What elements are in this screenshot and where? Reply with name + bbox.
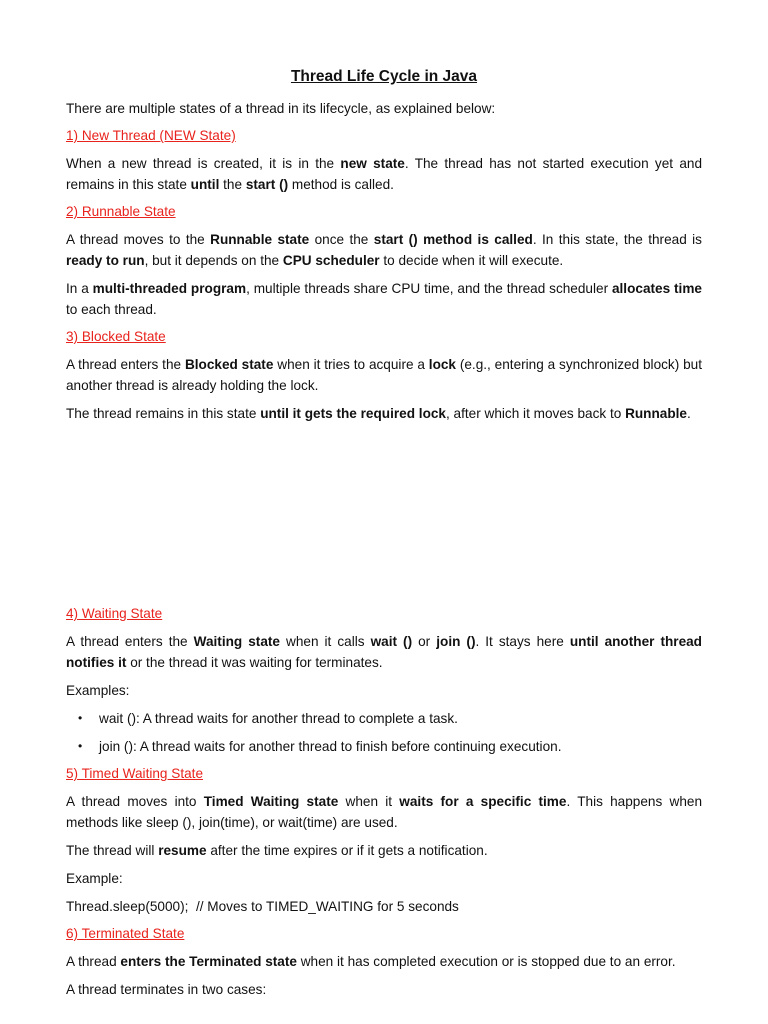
terminated-paragraph-2: A thread terminates in two cases:	[66, 982, 267, 997]
timed-waiting-paragraph-2: The thread will resume after the time expires or if it gets a notification.	[66, 843, 488, 858]
document-title: Thread Life Cycle in Java	[290, 68, 478, 85]
section-heading-terminated: 6) Terminated State	[66, 926, 185, 941]
bullet-icon: •	[78, 711, 83, 725]
runnable-paragraph-1: A thread moves to the Runnable state once the start () method is called. In this state, the thread is ready to run, but it depends on the CPU scheduler to decide when it will execute.	[66, 232, 702, 268]
list-item: • join (): A thread waits for another thread to finish before continuing execution.	[66, 736, 702, 757]
document-page	[66, 66, 702, 1007]
bullet-icon: •	[78, 739, 83, 753]
intro-paragraph: There are multiple states of a thread in its lifecycle, as explained below:	[66, 101, 496, 116]
section-heading-blocked: 3) Blocked State	[66, 329, 166, 344]
blocked-paragraph-1: A thread enters the Blocked state when it tries to acquire a lock (e.g., entering a synchronized block) but another thread is already holding the lock.	[66, 357, 702, 393]
section-heading-timed-waiting: 5) Timed Waiting State	[66, 766, 203, 781]
blocked-paragraph-2: The thread remains in this state until it gets the required lock, after which it moves back to Runnable.	[66, 406, 691, 421]
section-heading-new-thread: 1) New Thread (NEW State)	[66, 128, 236, 143]
code-example: Thread.sleep(5000); // Moves to TIMED_WAITING for 5 seconds	[66, 899, 459, 914]
page-break-gap	[66, 431, 702, 604]
timed-waiting-paragraph-1: A thread moves into Timed Waiting state when it waits for a specific time. This happens when methods like sleep (), join(time), or wait(time) are used.	[66, 794, 703, 830]
section-heading-runnable: 2) Runnable State	[66, 204, 176, 219]
examples-label: Examples:	[66, 683, 130, 698]
terminated-paragraph-1: A thread enters the Terminated state when it has completed execution or is stopped due to an error.	[66, 954, 676, 969]
waiting-examples-list	[66, 708, 702, 757]
waiting-paragraph: A thread enters the Waiting state when it calls wait () or join (). It stays here until another thread notifies it or the thread it was waiting for terminates.	[66, 634, 702, 670]
runnable-paragraph-2: In a multi-threaded program, multiple threads share CPU time, and the thread scheduler allocates time to each thread.	[66, 281, 702, 317]
example-label: Example:	[66, 871, 123, 886]
list-item: • wait (): A thread waits for another thread to complete a task.	[66, 708, 702, 729]
new-thread-paragraph: When a new thread is created, it is in the new state. The thread has not started execution yet and remains in this state until the start () method is called.	[66, 156, 703, 192]
section-heading-waiting: 4) Waiting State	[66, 606, 163, 621]
